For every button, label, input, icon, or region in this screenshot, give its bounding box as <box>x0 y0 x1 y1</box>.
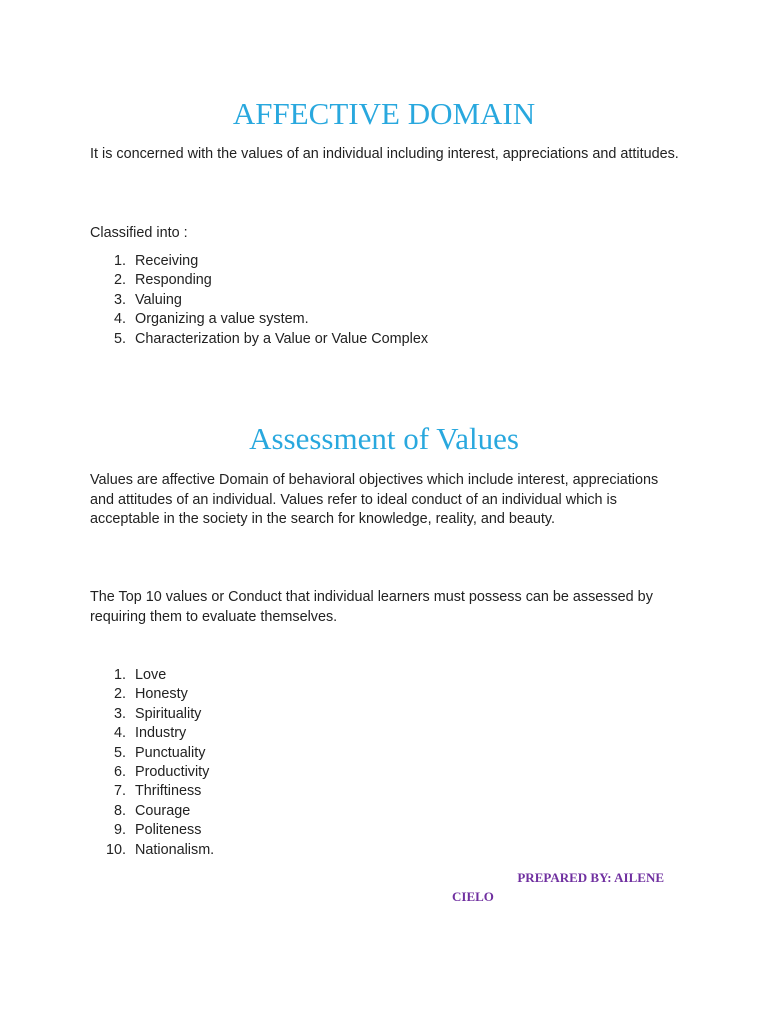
list-item-number: 1. <box>113 667 126 683</box>
list-item-text: Politeness <box>135 822 202 839</box>
list-item <box>90 802 214 821</box>
list-item-number: 10. <box>105 841 126 858</box>
list-item-number: 8. <box>113 802 126 819</box>
list-item <box>90 821 214 840</box>
section-title-affective-domain: AFFECTIVE DOMAIN <box>232 96 536 131</box>
list-item <box>90 252 428 271</box>
list-item <box>90 782 214 801</box>
list-item-number: 2. <box>113 272 126 289</box>
list-item-number: 9. <box>113 822 126 839</box>
list-item-text: Honesty <box>135 686 188 703</box>
list-item <box>90 685 214 704</box>
values-paragraph: Values are affective Domain of behavioral objectives which include interest, appreciations and attitudes of an individual. Values refer to ideal conduct of an individual which is acceptable in the society in the search for knowledge, reality, and beauty. <box>90 472 659 527</box>
list-item <box>90 763 214 782</box>
list-item-text: Nationalism. <box>135 841 215 858</box>
list-item-number: 3. <box>113 291 126 308</box>
list-item-number: 7. <box>113 783 126 800</box>
list-item-text: Thriftiness <box>135 783 202 800</box>
list-item <box>90 310 428 329</box>
list-item <box>90 705 214 724</box>
list-item-number: 5. <box>113 330 126 347</box>
affective-domain-list <box>90 252 428 349</box>
prepared-by <box>450 868 664 906</box>
list-item-number: 3. <box>113 705 126 722</box>
list-item-text: Productivity <box>135 764 210 781</box>
list-item-text: Punctuality <box>135 744 206 761</box>
list-item-text: Love <box>135 667 167 683</box>
classified-label: Classified into : <box>90 225 188 241</box>
list-item-text: Receiving <box>135 253 199 269</box>
top-values-paragraph: The Top 10 values or Conduct that individual learners must possess can be assessed by requiring them to evaluate themselves. <box>90 589 653 625</box>
list-item <box>90 724 214 743</box>
list-item-text: Organizing a value system. <box>135 311 309 328</box>
list-item-text: Responding <box>135 272 212 289</box>
list-item <box>90 744 214 763</box>
prepared-by-line-2: CIELO <box>452 889 494 904</box>
list-item-text: Valuing <box>135 291 182 308</box>
prepared-by-line-1: PREPARED BY: AILENE <box>517 870 664 885</box>
list-item <box>90 330 428 349</box>
section-title-assessment-of-values: Assessment of Values <box>249 421 519 456</box>
list-item-number: 2. <box>113 686 126 703</box>
list-item-number: 6. <box>113 764 126 781</box>
top-values-list <box>90 666 214 860</box>
list-item-number: 1. <box>113 253 126 269</box>
list-item <box>90 271 428 290</box>
list-item-number: 4. <box>113 311 126 328</box>
list-item-text: Spirituality <box>135 705 202 722</box>
list-item <box>90 841 214 860</box>
list-item-text: Industry <box>135 725 187 742</box>
list-item-number: 4. <box>113 725 126 742</box>
list-item-text: Characterization by a Value or Value Complex <box>135 330 429 347</box>
list-item <box>90 666 214 685</box>
list-item <box>90 291 428 310</box>
intro-paragraph: It is concerned with the values of an individual including interest, appreciations and attitudes. <box>90 146 679 162</box>
list-item-text: Courage <box>135 802 191 819</box>
list-item-number: 5. <box>113 744 126 761</box>
